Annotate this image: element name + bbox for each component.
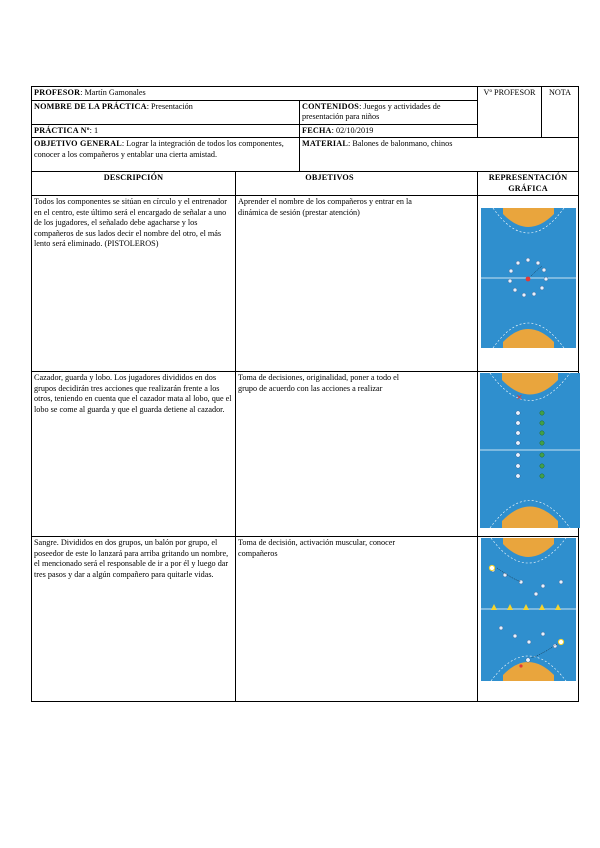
court-diagram xyxy=(480,373,580,528)
objetivo-general-cell: OBJETIVO GENERAL: Lograr la integración de todos los componentes, conocer a los compañeros y entablar una cierta amistad. xyxy=(32,138,300,172)
objetivos-header: OBJETIVOS xyxy=(236,172,478,196)
trainer-marker xyxy=(525,277,530,282)
activity-row xyxy=(32,537,579,702)
nota-cell xyxy=(542,87,579,138)
activity-diagram-cell xyxy=(478,196,579,372)
activity-objectives: Aprender el nombre de los compañeros y entrar en la dinámica de sesión (prestar atención) xyxy=(236,196,478,372)
activity-diagram-cell xyxy=(478,372,579,537)
court-diagram xyxy=(481,538,576,681)
material-cell: MATERIAL: Balones de balonmano, chinos xyxy=(300,138,579,172)
activity-description: Sangre. Divididos en dos grupos, un balón por grupo, el poseedor de este lo lanzará para arriba gritando un nombre, el mencionado será el responsable de ir a por él y luego dar tres pasos y dar a algún compañero para quitarle vidas. xyxy=(32,537,236,702)
ball-icon xyxy=(558,639,563,644)
material-label: MATERIAL xyxy=(302,139,349,148)
objetivo-general-label: OBJETIVO GENERAL xyxy=(34,139,122,148)
nombre-practica-cell: NOMBRE DE LA PRÁCTICA: Presentación xyxy=(32,100,300,124)
practica-numero-cell: PRÁCTICA Nº: 1 xyxy=(32,124,300,138)
activity-row xyxy=(32,372,579,537)
fecha-cell: FECHA: 02/10/2019 xyxy=(300,124,478,138)
practica-numero-label: PRÁCTICA Nº xyxy=(34,125,90,135)
nota-label: NOTA xyxy=(548,88,572,97)
descripcion-header: DESCRIPCIÓN xyxy=(32,172,236,196)
profesor-cell: PROFESOR: Martín Gamonales xyxy=(32,87,478,101)
practice-sheet xyxy=(31,86,578,702)
profesor-label: PROFESOR xyxy=(34,88,81,97)
material-value: Balones de balonmano, chinos xyxy=(352,139,453,148)
activity-objectives: Toma de decisiones, originalidad, poner a todo el grupo de acuerdo con las acciones a realizar xyxy=(236,372,478,537)
vb-profesor-label: Vº PROFESOR xyxy=(483,88,536,97)
contenidos-value: Juegos y actividades de presentación para niños xyxy=(302,101,441,121)
activity-diagram-cell xyxy=(478,537,579,702)
practica-numero-value: 1 xyxy=(93,125,99,135)
player-marker xyxy=(519,664,522,667)
cross-marker: ✕ xyxy=(516,393,523,402)
activity-row xyxy=(32,196,579,372)
ball-icon xyxy=(489,565,494,570)
nombre-practica-label: NOMBRE DE LA PRÁCTICA xyxy=(34,101,147,111)
profesor-value: Martín Gamonales xyxy=(84,88,146,97)
objetivo-general-value: Lograr la integración de todos los componentes, conocer a los compañeros y entablar una cierta amistad. xyxy=(34,139,284,159)
activity-description: Todos los componentes se sitúan en círculo y el entrenador en el centro, este último será el encargado de señalar a uno de los jugadores, el señalado debe agacharse y los compañeros de sus lados decir el nombre del otro, el más lento será eliminado. (PISTOLEROS) xyxy=(32,196,236,372)
nombre-practica-value: Presentación xyxy=(151,101,193,111)
activity-objectives: Toma de decisión, activación muscular, conocer compañeros xyxy=(236,537,478,702)
fecha-value: 02/10/2019 xyxy=(335,125,374,135)
representacion-header: REPRESENTACIÓN GRÁFICA xyxy=(478,172,579,196)
contenidos-cell: CONTENIDOS: Juegos y actividades de presentación para niños xyxy=(300,100,478,124)
fecha-label: FECHA xyxy=(302,125,332,135)
contenidos-label: CONTENIDOS xyxy=(302,101,360,111)
practice-table xyxy=(31,86,579,702)
vb-profesor-cell xyxy=(478,87,542,138)
court-diagram xyxy=(481,208,576,348)
activity-description: Cazador, guarda y lobo. Los jugadores divididos en dos grupos decidirán tres acciones que realizarán frente a los otros, teniendo en cuenta que el cazador mata al lobo, que el lobo se come al guarda y que el guarda detiene al cazador. xyxy=(32,372,236,537)
